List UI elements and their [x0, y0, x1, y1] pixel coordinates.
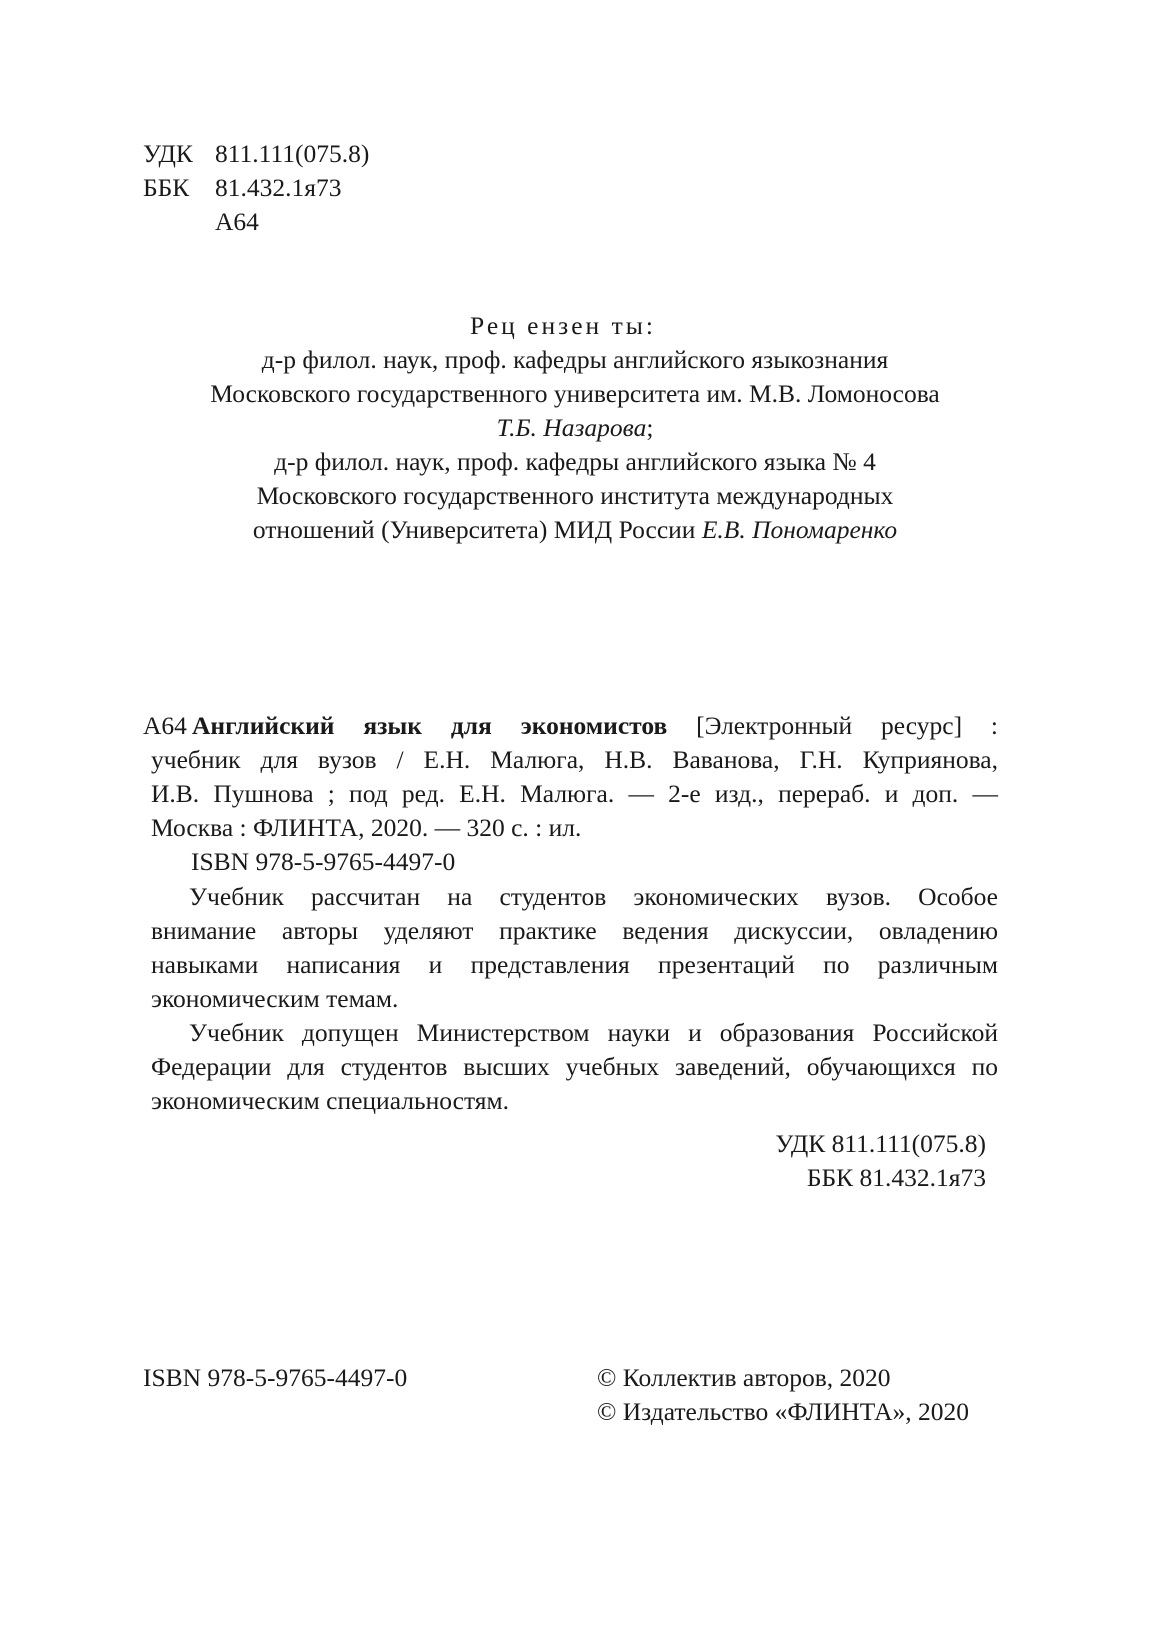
- abstract-p1-line-2: внимание авторы уделяют практике ведения дискуссии, овладению: [151, 916, 998, 945]
- bbk-label: ББК: [143, 173, 190, 202]
- abstract-p1-line-3: навыками написания и представления презентаций по различным: [151, 950, 998, 979]
- bib-line-4: Москва : ФЛИНТА, 2020. — 320 с. : ил.: [151, 813, 582, 842]
- bib-line-1: [192, 709, 998, 743]
- reviewer-1-name-line: [150, 411, 1000, 445]
- reviewer-2-institution-end: отношений (Университета) МИД России: [252, 515, 696, 544]
- abstract-paragraph-2: [151, 1016, 998, 1118]
- udk-label: УДК: [143, 139, 193, 168]
- abstract-paragraph-1: [151, 880, 998, 1016]
- bbk-code: 81.432.1я73: [215, 173, 342, 202]
- abstract-p2-line-3: экономическим специальностям.: [151, 1086, 509, 1115]
- book-title: Английский язык для экономистов: [192, 711, 668, 740]
- reviewer-2-name-line: [150, 513, 1000, 547]
- copyright-publisher: © Издательство «ФЛИНТА», 2020: [597, 1397, 970, 1426]
- author-mark: А64: [215, 207, 259, 236]
- reviewer-2-institution: Московского государственного института международных: [256, 481, 894, 510]
- udk-code: 811.111(075.8): [215, 139, 370, 168]
- footer-isbn: ISBN 978-5-9765-4497-0: [143, 1363, 408, 1392]
- bib-line-3: И.В. Пушнова ; под ред. Е.Н. Малюга. — 2-е изд., перераб. и доп. —: [151, 779, 998, 808]
- abstract-p1-line-4: экономическим темам.: [151, 984, 399, 1013]
- bib-isbn: ISBN 978-5-9765-4497-0: [191, 847, 456, 876]
- bib-line-2: учебник для вузов / Е.Н. Малюга, Н.В. Ваванова, Г.Н. Куприянова,: [151, 745, 998, 774]
- bib-mark: А64: [143, 711, 187, 740]
- reviewer-1-name: Т.Б. Назарова: [496, 413, 647, 442]
- bib-line-1-rest: [Электронный ресурс] :: [696, 711, 998, 740]
- abstract-p2-line-2: Федерации для студентов высших учебных заведений, обучающихся по: [151, 1052, 998, 1081]
- reviewer-2-name: Е.В. Пономаренко: [701, 515, 898, 544]
- copyright-authors: © Коллектив авторов, 2020: [597, 1363, 891, 1392]
- reviewer-1-institution: Московского государственного университета им. М.В. Ломоносова: [210, 379, 940, 408]
- reviewer-2-position: д-р филол. наук, проф. кафедры английского языка № 4: [274, 447, 876, 476]
- reviewer-1-position: д-р филол. наук, проф. кафедры английского языкознания: [261, 345, 889, 374]
- udk-bottom: УДК 811.111(075.8): [775, 1129, 986, 1158]
- abstract-p2-line-1: Учебник допущен Министерством науки и образования Российской: [189, 1018, 998, 1047]
- reviewers-heading: Рец ензен ты:: [470, 311, 656, 340]
- bbk-bottom: ББК 81.432.1я73: [806, 1163, 986, 1192]
- reviewer-separator: ;: [646, 413, 654, 442]
- abstract-p1-line-1: Учебник рассчитан на студентов экономических вузов. Особое: [189, 882, 998, 911]
